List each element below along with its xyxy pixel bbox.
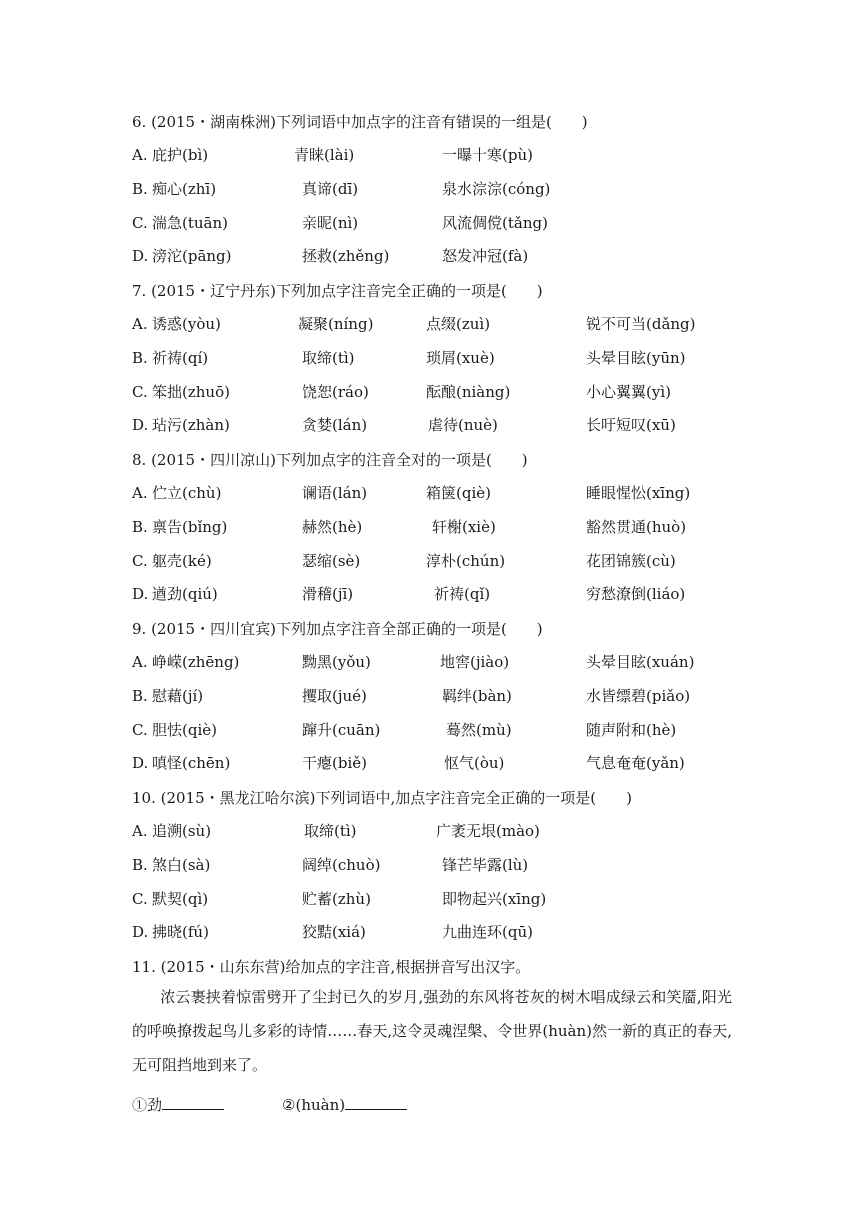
word-item: 锐不可当(dǎng) bbox=[586, 315, 696, 333]
option-label: A. bbox=[132, 146, 148, 164]
option-label: C. bbox=[132, 721, 148, 739]
question-11-stem: 11. (2015・山东东营)给加点的字注音,根据拼音写出汉字。 bbox=[132, 958, 531, 976]
word-item: 点缀(zuì) bbox=[426, 315, 491, 333]
word-item: 气息奄奄(yǎn) bbox=[586, 754, 685, 772]
word-item: 泉水淙淙(cóng) bbox=[442, 180, 551, 198]
word-item: 羁绊(bàn) bbox=[442, 687, 512, 705]
word-item: 风流倜傥(tǎng) bbox=[442, 214, 548, 232]
word-item: 真谛(dī) bbox=[302, 180, 359, 198]
question-9-stem: 9. (2015・四川宜宾)下列加点字注音全部正确的一项是( ) bbox=[132, 620, 543, 638]
word-item: 峥嵘(zhēng) bbox=[152, 653, 240, 671]
word-item: 干瘪(biě) bbox=[302, 754, 367, 772]
word-item: 穷愁潦倒(liáo) bbox=[586, 585, 686, 603]
blank-2-label: ②(huàn) bbox=[282, 1096, 346, 1114]
blank-1-label: ①劲 bbox=[132, 1096, 163, 1114]
word-item: 煞白(sà) bbox=[152, 856, 211, 874]
option-label: A. bbox=[132, 653, 148, 671]
option-label: C. bbox=[132, 383, 148, 401]
word-item: 拯救(zhěng) bbox=[302, 247, 390, 265]
word-item: 慰藉(jí) bbox=[152, 687, 204, 705]
word-item: 诱惑(yòu) bbox=[152, 315, 221, 333]
word-item: 青睐(lài) bbox=[294, 146, 355, 164]
word-item: 赫然(hè) bbox=[302, 518, 363, 536]
blank-2-line[interactable] bbox=[345, 1094, 407, 1110]
word-item: 地窖(jiào) bbox=[440, 653, 510, 671]
word-item: 广袤无垠(mào) bbox=[436, 822, 540, 840]
word-item: 怄气(òu) bbox=[444, 754, 505, 772]
word-item: 亲昵(nì) bbox=[302, 214, 359, 232]
word-item: 凝聚(níng) bbox=[298, 315, 374, 333]
word-item: 酝酿(niàng) bbox=[426, 383, 511, 401]
word-item: 水皆缥碧(piǎo) bbox=[586, 687, 691, 705]
option-label: D. bbox=[132, 247, 149, 265]
word-item: 头晕目眩(yūn) bbox=[586, 349, 686, 367]
word-item: 箱箧(qiè) bbox=[426, 484, 491, 502]
option-label: D. bbox=[132, 416, 149, 434]
word-item: 取缔(tì) bbox=[304, 822, 357, 840]
option-label: A. bbox=[132, 484, 148, 502]
option-label: B. bbox=[132, 687, 148, 705]
word-item: 即物起兴(xīng) bbox=[442, 890, 547, 908]
word-item: 随声附和(hè) bbox=[586, 721, 677, 739]
question-7-stem: 7. (2015・辽宁丹东)下列加点字注音完全正确的一项是( ) bbox=[132, 282, 543, 300]
question-6-stem: 6. (2015・湖南株洲)下列词语中加点字的注音有错误的一组是( ) bbox=[132, 113, 588, 131]
word-item: 嗔怪(chēn) bbox=[152, 754, 231, 772]
word-item: 一曝十寒(pù) bbox=[442, 146, 533, 164]
word-item: 豁然贯通(huò) bbox=[586, 518, 687, 536]
word-item: 胆怯(qiè) bbox=[152, 721, 217, 739]
word-item: 躯壳(ké) bbox=[152, 552, 212, 570]
option-label: C. bbox=[132, 890, 148, 908]
word-item: 湍急(tuān) bbox=[152, 214, 228, 232]
word-item: 蹿升(cuān) bbox=[302, 721, 381, 739]
word-item: 贪婪(lán) bbox=[302, 416, 368, 434]
option-label: D. bbox=[132, 923, 149, 941]
word-item: 饶恕(ráo) bbox=[302, 383, 369, 401]
option-label: B. bbox=[132, 349, 148, 367]
option-label: B. bbox=[132, 518, 148, 536]
word-item: 拂晓(fú) bbox=[152, 923, 209, 941]
option-label: C. bbox=[132, 214, 148, 232]
word-item: 禀告(bǐng) bbox=[152, 518, 228, 536]
word-item: 庇护(bì) bbox=[152, 146, 209, 164]
word-item: 淳朴(chún) bbox=[426, 552, 506, 570]
word-item: 祈祷(qí) bbox=[152, 349, 209, 367]
word-item: 追溯(sù) bbox=[152, 822, 212, 840]
word-item: 滑稽(jī) bbox=[302, 585, 354, 603]
word-item: 狡黠(xiá) bbox=[302, 923, 366, 941]
option-label: A. bbox=[132, 315, 148, 333]
blank-1-line[interactable] bbox=[162, 1094, 224, 1110]
option-label: B. bbox=[132, 180, 148, 198]
option-label: B. bbox=[132, 856, 148, 874]
option-label: C. bbox=[132, 552, 148, 570]
word-item: 琐屑(xuè) bbox=[426, 349, 495, 367]
word-item: 锋芒毕露(lù) bbox=[442, 856, 529, 874]
word-item: 笨拙(zhuō) bbox=[152, 383, 230, 401]
word-item: 头晕目眩(xuán) bbox=[586, 653, 695, 671]
answer-blanks bbox=[132, 1094, 407, 1115]
word-item: 伫立(chù) bbox=[152, 484, 222, 502]
word-item: 玷污(zhàn) bbox=[152, 416, 230, 434]
word-item: 攫取(jué) bbox=[302, 687, 367, 705]
word-item: 谰语(lán) bbox=[302, 484, 368, 502]
word-item: 黝黑(yǒu) bbox=[302, 653, 371, 671]
word-item: 怒发冲冠(fà) bbox=[442, 247, 529, 265]
word-item: 取缔(tì) bbox=[302, 349, 355, 367]
word-item: 阔绰(chuò) bbox=[302, 856, 381, 874]
word-item: 滂沱(pāng) bbox=[152, 247, 232, 265]
word-item: 蓦然(mù) bbox=[446, 721, 512, 739]
word-item: 花团锦簇(cù) bbox=[586, 552, 676, 570]
word-item: 睡眼惺忪(xīng) bbox=[586, 484, 691, 502]
word-item: 贮蓄(zhù) bbox=[302, 890, 371, 908]
word-item: 虐待(nuè) bbox=[428, 416, 498, 434]
word-item: 轩榭(xiè) bbox=[432, 518, 496, 536]
option-label: A. bbox=[132, 822, 148, 840]
word-item: 长吁短叹(xū) bbox=[586, 416, 676, 434]
option-label: D. bbox=[132, 585, 149, 603]
word-item: 瑟缩(sè) bbox=[302, 552, 361, 570]
passage-text: 浓云裹挟着惊雷劈开了尘封已久的岁月,强劲的东风将苍灰的树木唱成绿云和笑靥,阳光的呼唤撩拨起鸟儿多彩的诗情……春天,这令灵魂涅槃、令世界(huàn)然一新的真正的春天,无可阻挡地到来了。 bbox=[132, 988, 732, 1074]
word-item: 小心翼翼(yì) bbox=[586, 383, 671, 401]
word-item: 遒劲(qiú) bbox=[152, 585, 218, 603]
question-8-stem: 8. (2015・四川凉山)下列加点字的注音全对的一项是( ) bbox=[132, 451, 528, 469]
word-item: 祈祷(qǐ) bbox=[434, 585, 491, 603]
question-10-stem: 10. (2015・黑龙江哈尔滨)下列词语中,加点字注音完全正确的一项是( ) bbox=[132, 789, 632, 807]
option-label: D. bbox=[132, 754, 149, 772]
question-11-passage bbox=[132, 980, 732, 1082]
word-item: 痴心(zhī) bbox=[152, 180, 217, 198]
word-item: 默契(qì) bbox=[152, 890, 209, 908]
word-item: 九曲连环(qū) bbox=[442, 923, 533, 941]
